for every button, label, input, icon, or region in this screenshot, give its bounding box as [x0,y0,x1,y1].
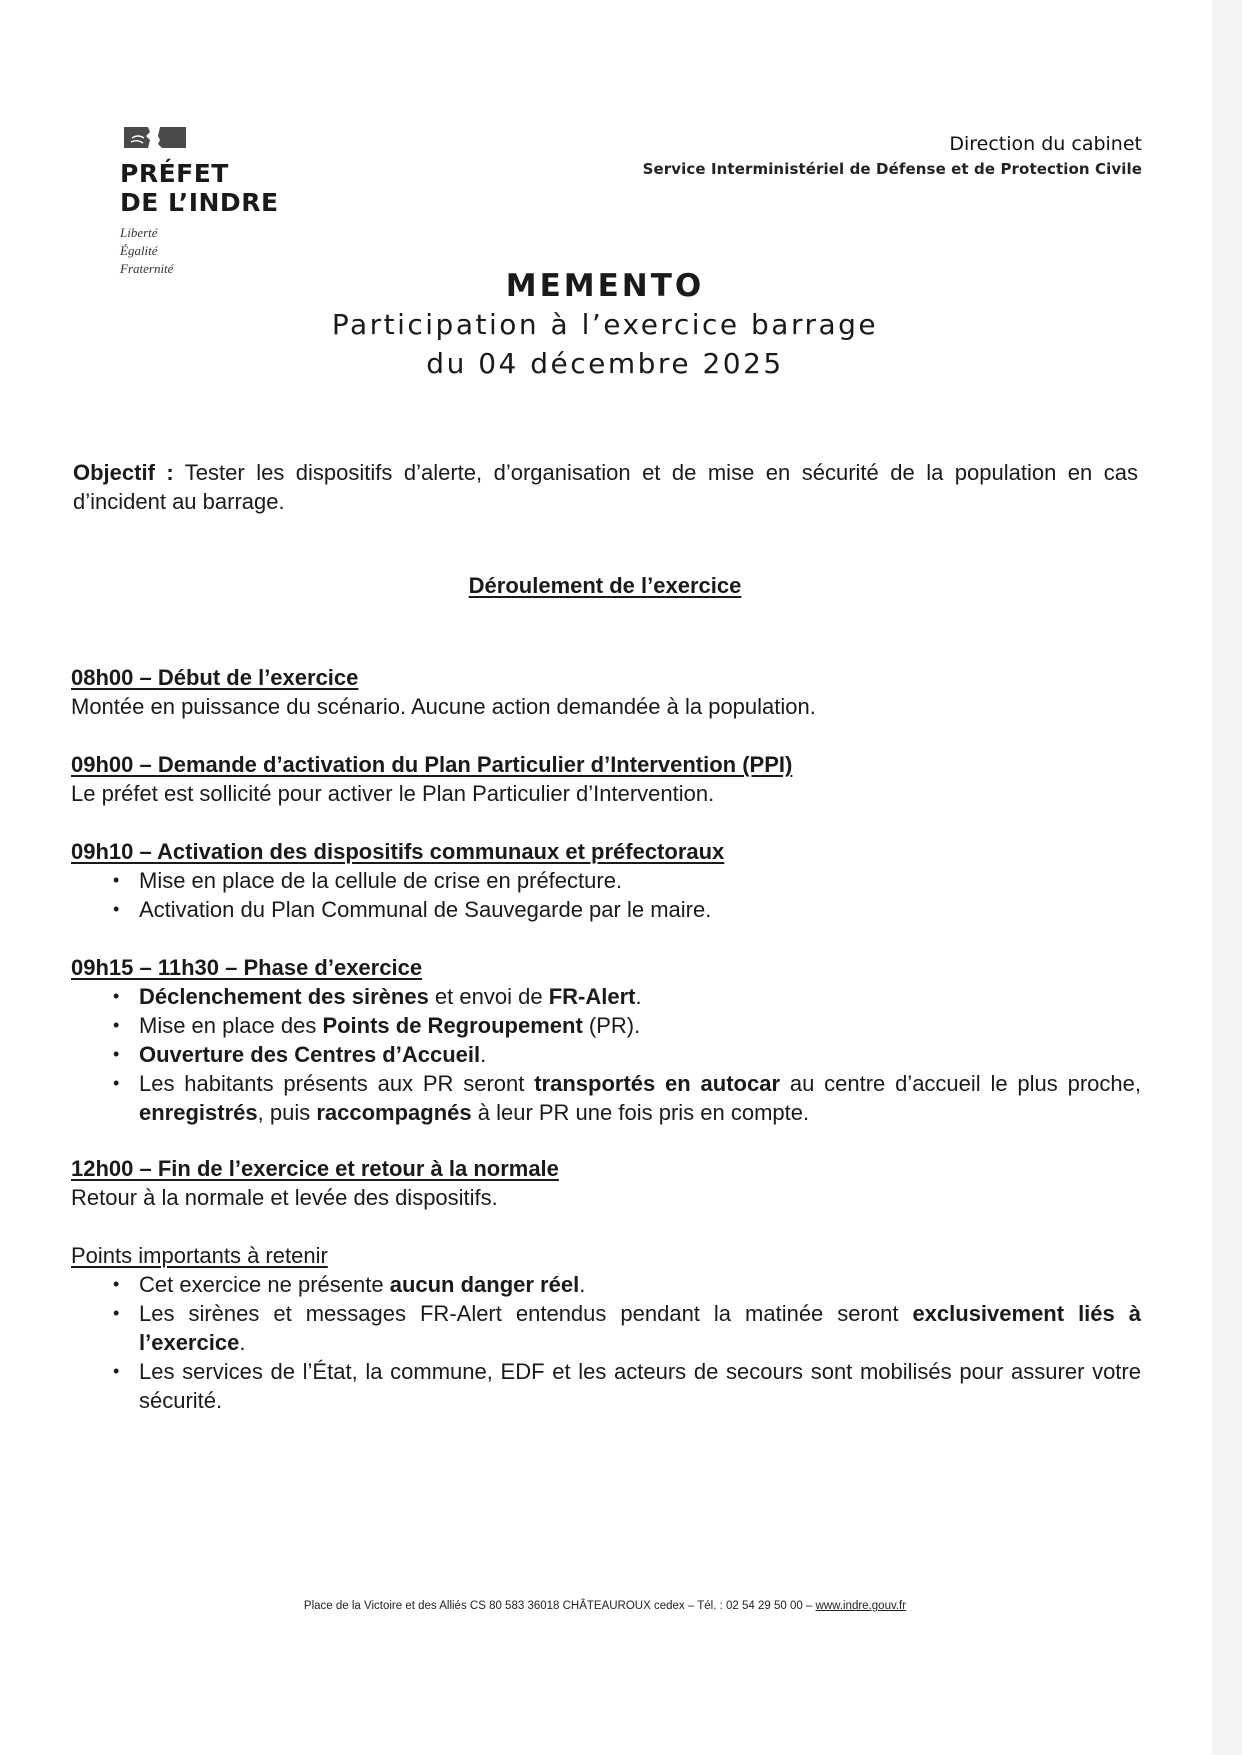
text: Les habitants présents aux PR seront [139,1071,535,1096]
bold-text: Points de Regroupement [322,1013,583,1038]
devise-egalite: Égalité [120,243,158,258]
text: à leur PR une fois pris en compte. [471,1100,810,1125]
step-title: Début de l’exercice [157,665,359,690]
step-separator: – [133,752,158,777]
list-item [139,982,1141,1011]
bold-text: transportés en autocar [534,1071,781,1096]
step-0900 [71,750,1141,808]
step-title: Activation des dispositifs communaux et préfectoraux [157,839,725,864]
text: (PR). [582,1013,641,1038]
text: . [579,1272,586,1297]
list-item: • Activation du Plan Communal de Sauvegarde par le maire. [139,895,1141,924]
step-time: 09h10 [71,839,134,864]
step-0915-1130 [71,953,1141,1127]
text: et envoi de [428,984,549,1009]
bold-text: aucun danger réel [389,1272,580,1297]
step-text: Retour à la normale et levée des dispositifs. [71,1185,498,1210]
marianne-logo-icon [122,124,192,152]
step-separator: – [133,839,158,864]
bold-text: exclusivement liés à l’exercice [139,1301,1141,1355]
step-heading [71,663,1141,692]
indre-title: DE L’INDRE [120,188,279,217]
step-separator: – [219,955,244,980]
list-item [139,1299,1141,1357]
text: Cet exercice ne présente [139,1272,390,1297]
text: au centre d’accueil le plus proche, [780,1071,1141,1096]
service-label: Service Interministériel de Défense et de Protection Civile [642,160,1142,178]
objective-paragraph [73,458,1138,516]
step-separator: – [133,1156,158,1181]
text: Mise en place des [139,1013,323,1038]
text: . [239,1330,246,1355]
list-item: • Mise en place de la cellule de crise en préfecture. [139,866,1141,895]
important-heading: Points importants à retenir [71,1243,328,1268]
step-title: Phase d’exercice [243,955,423,980]
step-heading [71,953,1141,982]
bold-text: enregistrés [139,1100,258,1125]
important-bullets [71,1270,1141,1415]
step-heading [71,750,1141,779]
bold-text: Ouverture des Centres d’Accueil [139,1042,481,1067]
footer-address: Place de la Victoire et des Alliés CS 80 583 36018 CHÂTEAUROUX cedex – Tél. : 02 54 29 50 00 – [303,1600,816,1612]
list-item [139,1040,1141,1069]
bold-text: Déclenchement des sirènes [139,984,429,1009]
direction-label: Direction du cabinet [949,133,1142,155]
important-points [71,1241,1141,1415]
text: Les sirènes et messages FR-Alert entendus pendant la matinée seront [139,1301,913,1326]
step-time: 12h00 [71,1156,134,1181]
step-time: 09h00 [71,752,134,777]
document-date: du 04 décembre 2025 [426,347,784,380]
step-time: 09h15 – 11h30 [71,955,220,980]
step-1200 [71,1154,1141,1212]
text: Les services de l’État, la commune, EDF et les acteurs de secours sont mobilisés pour assurer votre sécurité. [139,1359,1141,1413]
step-text: Montée en puissance du scénario. Aucune action demandée à la population. [71,694,816,719]
devise-fraternite: Fraternité [120,261,174,276]
step-heading [71,837,1141,866]
list-item [139,1069,1141,1127]
document-subtitle: Participation à l’exercice barrage [331,308,879,341]
list-item [139,1011,1141,1040]
text: . [480,1042,487,1067]
step-text: Le préfet est sollicité pour activer le Plan Particulier d’Intervention. [71,781,715,806]
step-title: Demande d’activation du Plan Particulier d’Intervention (PPI) [157,752,793,777]
step-separator: – [133,665,158,690]
list-item [139,1357,1141,1415]
list-item [139,1270,1141,1299]
step-bullets [71,982,1141,1127]
footer [0,1600,1210,1612]
objective-label: Objectif : [73,460,174,485]
objective-text: Tester les dispositifs d’alerte, d’organisation et de mise en sécurité de la population en cas d’incident au barrage. [73,460,1138,514]
website-link[interactable]: www.indre.gouv.fr [815,1600,907,1612]
bold-text: raccompagnés [316,1100,472,1125]
step-bullets [71,866,1141,924]
step-0800 [71,663,1141,721]
scan-edge [1212,0,1242,1755]
text: . [635,984,642,1009]
devise-liberte: Liberté [120,225,158,240]
step-heading [71,1154,1141,1183]
text: , puis [257,1100,317,1125]
document-title: MEMENTO [505,268,705,304]
bold-text: FR-Alert [548,984,636,1009]
section-title: Déroulement de l’exercice [468,573,742,598]
step-title: Fin de l’exercice et retour à la normale [157,1156,559,1181]
step-time: 08h00 [71,665,134,690]
step-0910 [71,837,1141,924]
prefet-title: PRÉFET [120,159,229,188]
